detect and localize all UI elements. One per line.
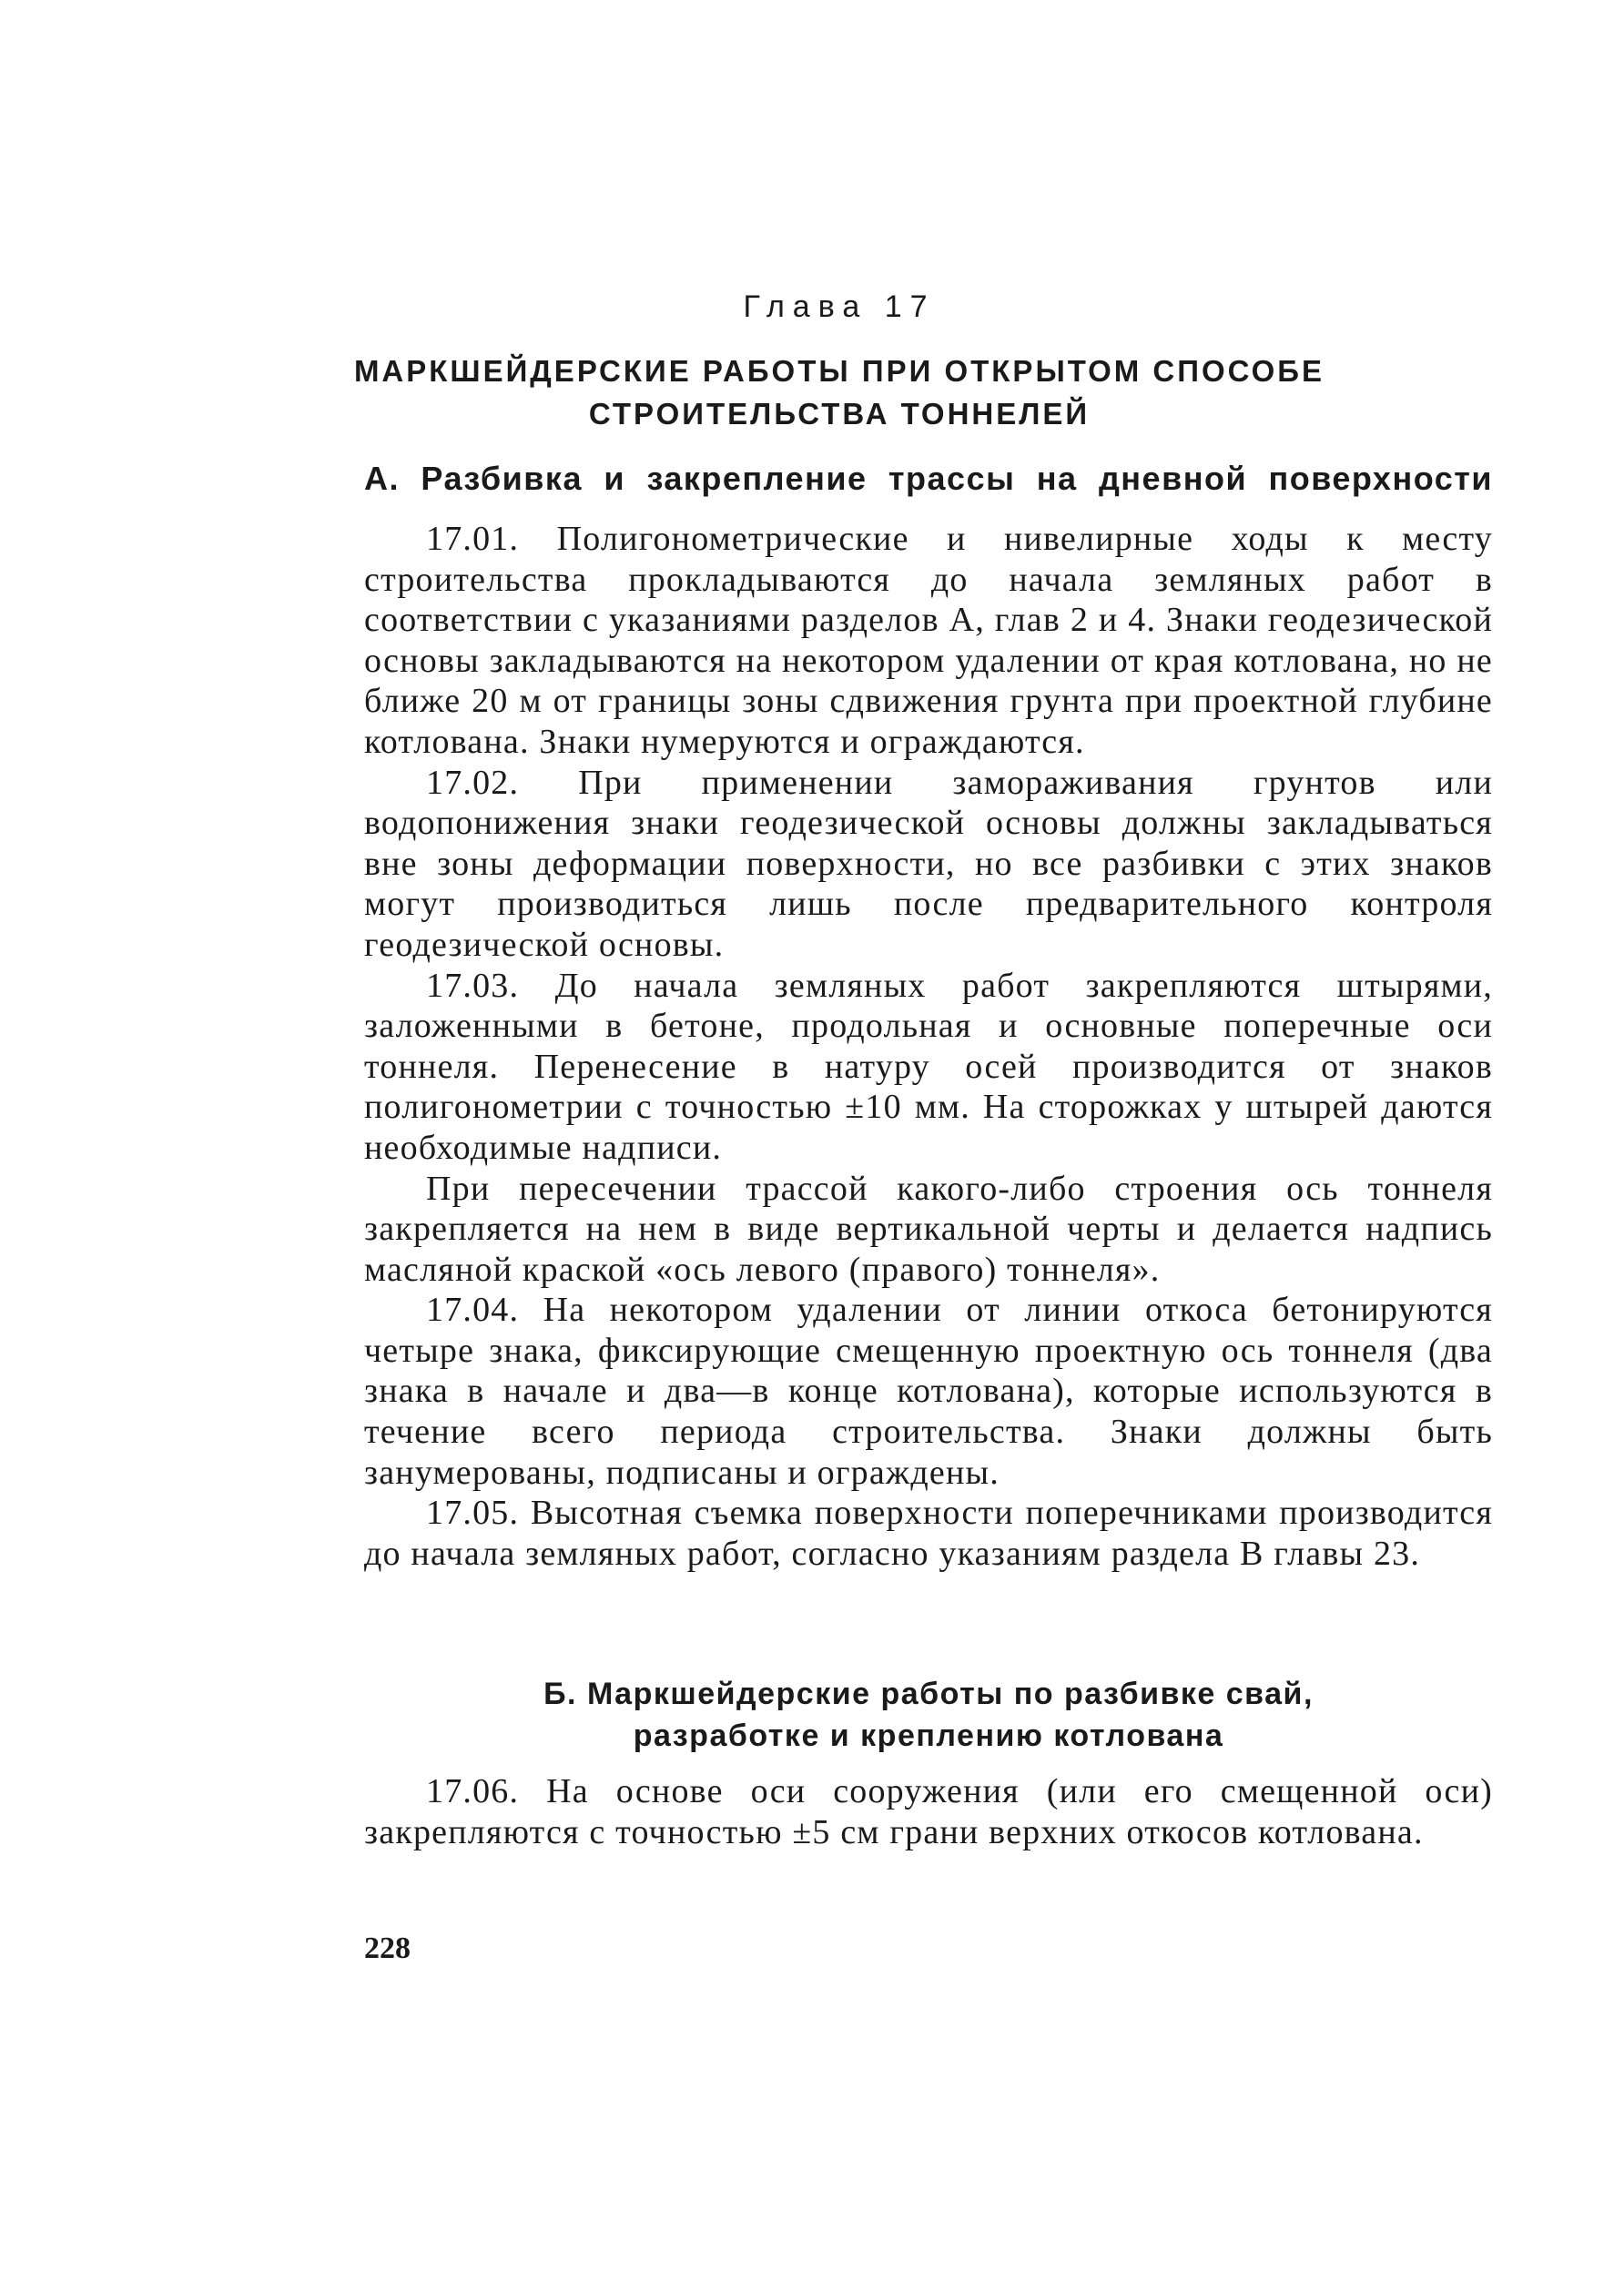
- paragraph-17-06: 17.06. На основе оси сооружения (или его смещенной оси) закрепляются с точностью ±5 см грани верхних откосов котлована.: [364, 1772, 1493, 1851]
- chapter-title-line-2: СТРОИТЕЛЬСТВА ТОННЕЛЕЙ: [588, 397, 1091, 431]
- paragraph-17-01: 17.01. Полигонометрические и нивелирные ходы к месту строительства прокладываются до начала земляных работ в соответствии с указаниями разделов А, глав 2 и 4. Знаки геодезической основы закладываются на некотором удалении от края котлована, но не ближе 20 м от границы зоны сдвижения грунта при проектной глубине котлована. Знаки нумеруются и ограждаются.: [364, 520, 1493, 761]
- page-number: 228: [364, 1931, 411, 1965]
- section-b-body: [364, 1771, 1493, 1852]
- chapter-label: Глава 17: [743, 289, 936, 324]
- chapter-title-line-1: МАРКШЕЙДЕРСКИЕ РАБОТЫ ПРИ ОТКРЫТОМ СПОСОБЕ: [353, 354, 1325, 388]
- section-b-heading-line-1: Б. Маркшейдерские работы по разбивке свай,: [543, 1677, 1314, 1711]
- paragraph-17-03-continued: При пересечении трассой какого-либо строения ось тоннеля закрепляется на нем в виде вертикальной черты и делается надпись масляной краской «ось левого (правого) тоннеля».: [364, 1169, 1493, 1289]
- section-a-heading: А. Разбивка и закрепление трассы на дневной поверхности: [364, 460, 1493, 497]
- paragraph-17-03: 17.03. До начала земляных работ закрепляются штырями, заложенными в бетоне, продольная и основные поперечные оси тоннеля. Перенесение в натуру осей производится от знаков полигонометрии с точностью ±10 мм. На сторожках у штырей даются необходимые надписи.: [364, 966, 1493, 1167]
- section-b-heading-line-2: разработке и креплению котлована: [633, 1718, 1224, 1753]
- chapter-title: [0, 350, 1624, 435]
- section-b-heading: [364, 1673, 1493, 1757]
- section-a-body: [364, 519, 1493, 1574]
- paragraph-17-02: 17.02. При применении замораживания грунтов или водопонижения знаки геодезической основы должны закладываться вне зоны деформации поверхности, но все разбивки с этих знаков могут производиться лишь после предварительного контроля геодезической основы.: [364, 763, 1493, 964]
- paragraph-17-04: 17.04. На некотором удалении от линии откоса бетонируются четыре знака, фиксирующие смещенную проектную ось тоннеля (два знака в начале и два—в конце котлована), которые используются в течение всего периода строительства. Знаки должны быть занумерованы, подписаны и ограждены.: [364, 1291, 1493, 1492]
- paragraph-17-05: 17.05. Высотная съемка поверхности поперечниками производится до начала земляных работ, согласно указаниям раздела В главы 23.: [364, 1494, 1493, 1573]
